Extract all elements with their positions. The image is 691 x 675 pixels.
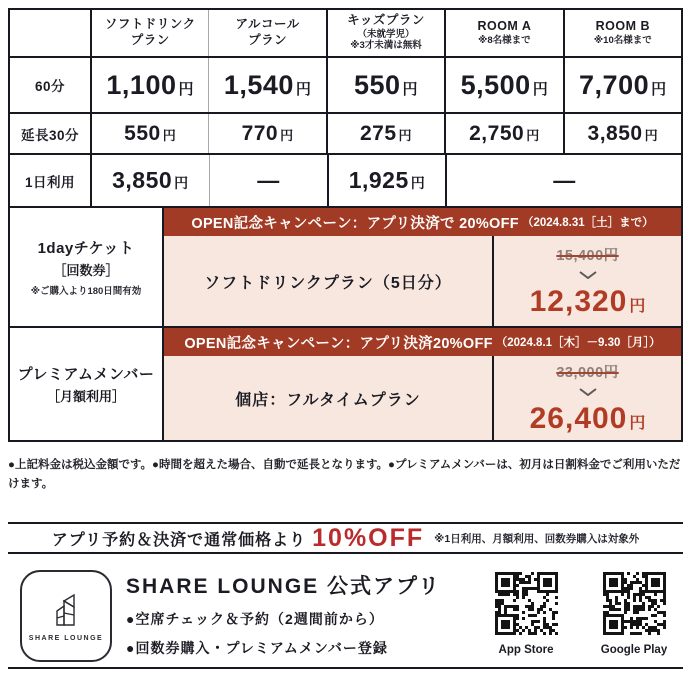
price-value: 550 xyxy=(353,69,401,100)
share-lounge-logo-icon xyxy=(44,591,88,631)
price-cell xyxy=(208,58,325,112)
price-value: 1,100 xyxy=(106,69,177,100)
col-header-room-a xyxy=(444,10,562,56)
premium-label-cell xyxy=(10,328,162,440)
col-header-room-b xyxy=(563,10,681,56)
col-header-line: プラン xyxy=(130,33,170,47)
campaign-text: OPEN記念キャンペーン：アプリ決済で 20%OFF xyxy=(191,215,519,232)
table-row-1day-use xyxy=(10,153,681,206)
col-header-line: ソフトドリンク xyxy=(104,17,196,32)
price-value: 1,540 xyxy=(223,69,294,100)
col-header-kids xyxy=(326,10,444,56)
old-price: 33,000円 xyxy=(556,364,619,381)
col-header-line: プラン xyxy=(248,33,288,47)
app-texts xyxy=(126,570,441,658)
table-row-premium xyxy=(10,326,681,440)
corner-cell xyxy=(10,10,90,56)
row-label: 60分 xyxy=(34,79,66,94)
price-value: 7,700 xyxy=(579,69,650,100)
price-value: 12,320 xyxy=(529,284,628,318)
campaign-banner-premium xyxy=(164,328,681,356)
price-unit: 円 xyxy=(629,414,646,432)
share-lounge-logo xyxy=(20,570,112,662)
price-unit: 円 xyxy=(174,175,189,191)
oneday-note: ※ご購入より180日間有効 xyxy=(30,286,142,297)
oneday-promo-body xyxy=(164,236,681,326)
oneday-plan-name: ソフトドリンクプラン（5日分） xyxy=(204,274,452,292)
discount-text: アプリ予約＆決済で通常価格より xyxy=(51,531,307,549)
app-title: SHARE LOUNGE 公式アプリ xyxy=(126,575,442,598)
campaign-date: （2024.8.31［土］まで） xyxy=(521,217,654,229)
price-unit: 円 xyxy=(162,127,177,143)
col-header-note: ※8名様まで xyxy=(478,34,531,46)
col-header-softdrink xyxy=(90,10,208,56)
table-row-ext30min xyxy=(10,112,681,153)
price-unit: 円 xyxy=(644,127,659,143)
price-value: 26,400 xyxy=(529,401,628,435)
price-value: 2,750 xyxy=(469,121,525,145)
app-feature-bullet: ●回数券購入・プレミアムメンバー登録 xyxy=(126,640,388,656)
col-header-note: ※3才未満は無料 xyxy=(350,40,422,52)
price-cell xyxy=(90,58,208,112)
price-cell xyxy=(444,114,562,153)
price-cell xyxy=(208,114,325,153)
price-cell xyxy=(90,114,208,153)
price-unit: 円 xyxy=(410,175,426,191)
row-label: 1日利用 xyxy=(24,174,75,190)
logo-wordmark: SHARE LOUNGE xyxy=(28,634,104,642)
arrow-down-icon xyxy=(579,383,597,401)
price-value: 275 xyxy=(359,121,397,145)
bottom-divider xyxy=(8,667,683,669)
price-value: 3,850 xyxy=(587,121,643,145)
price-unit: 円 xyxy=(532,80,549,98)
price-cell xyxy=(90,155,209,206)
price-cell xyxy=(563,58,681,112)
campaign-banner-1day xyxy=(164,208,681,236)
table-row-60min xyxy=(10,56,681,112)
oneday-subtitle: ［回数券］ xyxy=(53,263,119,278)
app-discount-bar xyxy=(8,522,683,554)
price-cell xyxy=(444,58,562,112)
campaign-text: OPEN記念キャンペーン：アプリ決済20%OFF xyxy=(184,335,493,352)
qr-appstore-block xyxy=(486,572,566,656)
oneday-promo-area xyxy=(162,208,681,326)
price-cell xyxy=(326,114,444,153)
col-header-line: キッズプラン xyxy=(347,13,425,28)
premium-price-cell xyxy=(492,356,681,440)
price-cell xyxy=(563,114,681,153)
premium-plan-name: 個店：フルタイムプラン xyxy=(235,391,421,409)
table-header-row xyxy=(10,10,681,56)
premium-promo-body xyxy=(164,356,681,440)
price-value: 5,500 xyxy=(460,69,531,100)
col-header-line: アルコール xyxy=(235,17,300,32)
price-unit: 円 xyxy=(526,127,540,143)
price-table xyxy=(8,8,683,442)
col-header-note: ※10名様まで xyxy=(593,34,652,46)
discounted-price xyxy=(530,285,646,319)
price-unit: 円 xyxy=(178,80,194,98)
qr-label: Google Play xyxy=(600,644,668,656)
dash-cell-merged: — xyxy=(445,155,681,206)
col-header-line: ROOM A xyxy=(477,19,532,34)
premium-subtitle: ［月額利用］ xyxy=(46,389,125,404)
col-header-subline: （未就学児） xyxy=(357,28,415,40)
app-feature-bullet: ●空席チェック＆予約（2週間前から） xyxy=(126,611,384,627)
qr-label: App Store xyxy=(498,644,554,656)
price-unit: 円 xyxy=(629,297,646,315)
oneday-price-cell xyxy=(492,236,681,326)
qr-code-googleplay xyxy=(603,572,666,635)
discounted-price xyxy=(530,402,646,436)
campaign-date: （2024.8.1［木］－9.30［月］） xyxy=(495,337,661,349)
price-value: 550 xyxy=(124,121,161,145)
oneday-label-cell xyxy=(10,208,162,326)
price-cell xyxy=(326,58,444,112)
price-value: 770 xyxy=(241,121,279,145)
footnotes: ●上記料金は税込金額です。●時間を超えた場合、自動で延長となります。●プレミアムメンバーは、初月は日割料金でご利用いただけます。 xyxy=(8,459,681,490)
dash-cell: — xyxy=(209,155,327,206)
qr-code-appstore xyxy=(495,572,558,635)
app-section xyxy=(8,564,683,664)
col-header-line: ROOM B xyxy=(595,19,651,34)
discount-note: ※1日利用、月額利用、回数券購入は対象外 xyxy=(434,532,640,545)
arrow-down-icon xyxy=(579,266,597,284)
table-row-1day-ticket xyxy=(10,206,681,326)
price-unit: 円 xyxy=(651,80,667,98)
price-unit: 円 xyxy=(398,127,413,143)
premium-title: プレミアムメンバー xyxy=(17,366,155,383)
col-header-alcohol xyxy=(208,10,325,56)
price-value: 3,850 xyxy=(112,167,173,193)
qr-googleplay-block xyxy=(594,572,674,656)
price-value: 1,925 xyxy=(348,167,409,193)
premium-promo-area xyxy=(162,328,681,440)
oneday-title: 1dayチケット xyxy=(37,240,135,257)
price-cell xyxy=(327,155,446,206)
discount-highlight: 10%OFF xyxy=(312,523,425,552)
price-unit: 円 xyxy=(295,80,312,98)
row-label: 延長30分 xyxy=(20,127,80,143)
old-price: 15,400円 xyxy=(556,247,619,264)
price-unit: 円 xyxy=(280,127,294,143)
price-unit: 円 xyxy=(402,80,419,98)
